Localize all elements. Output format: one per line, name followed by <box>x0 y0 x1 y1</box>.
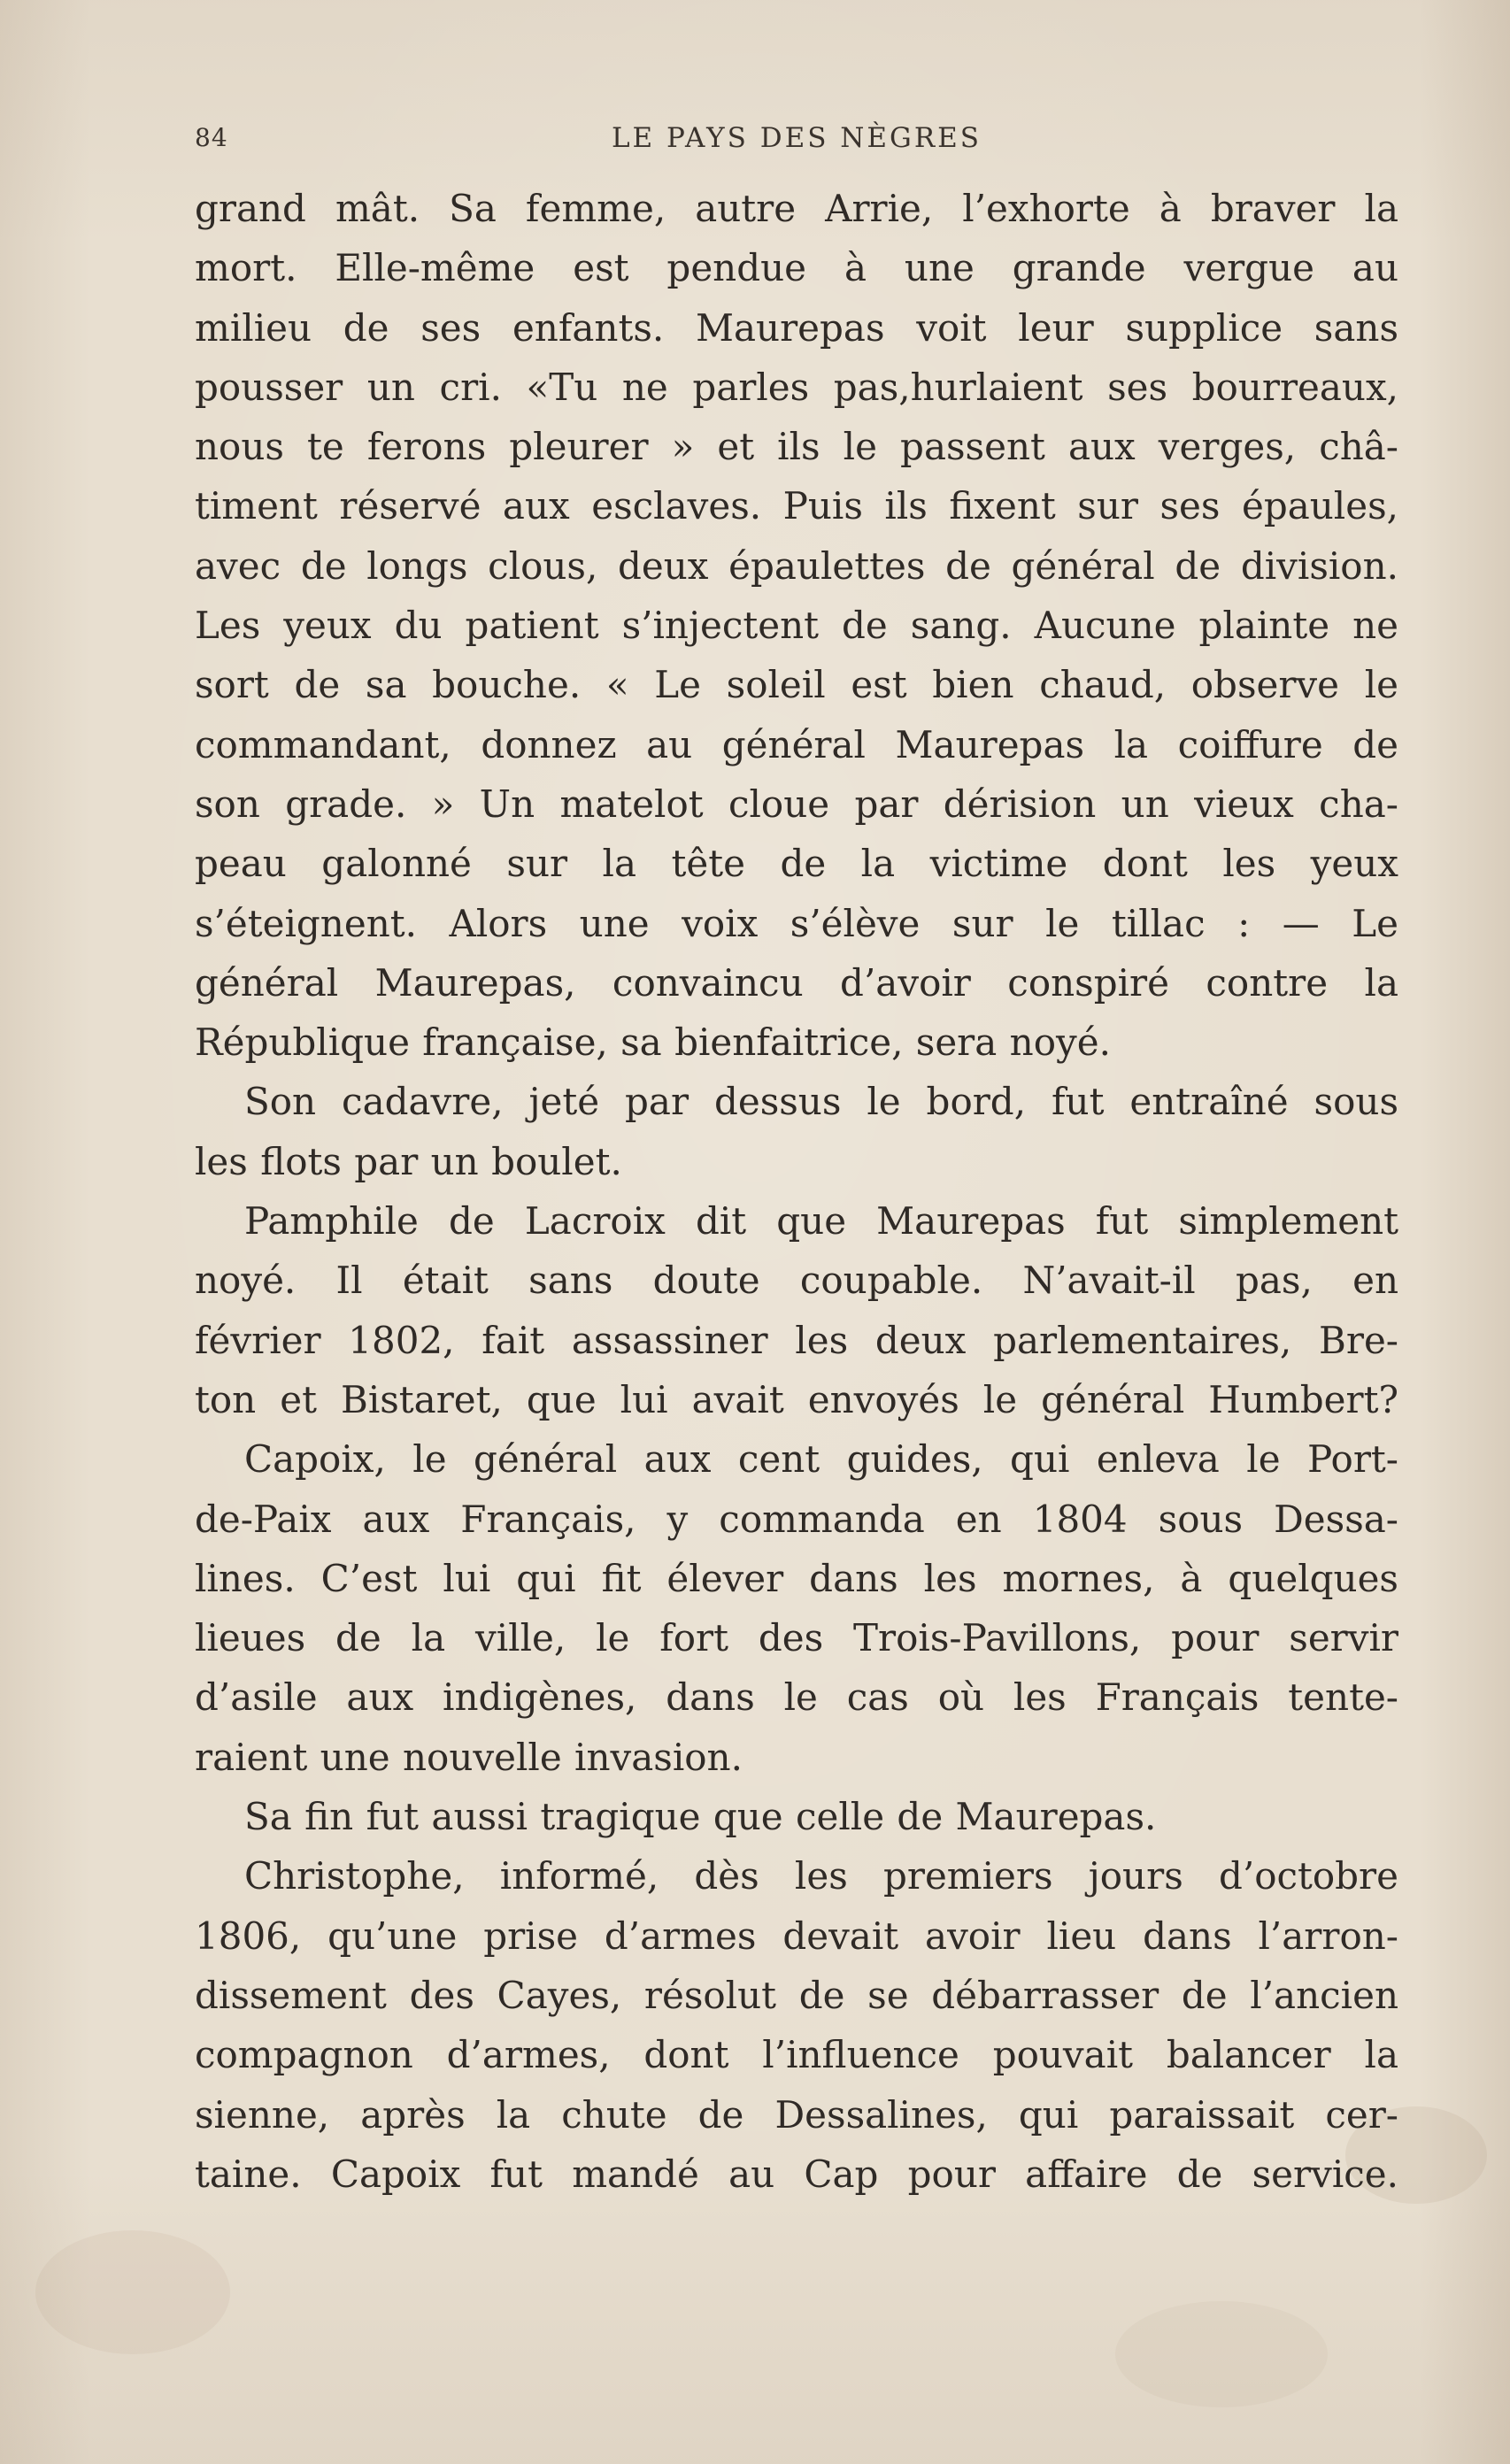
text-line: 1806, qu’une prise d’armes devait avoir lieu dans l’arron- <box>195 1913 1398 1958</box>
text-line: timent réservé aux esclaves. Puis ils fixent sur ses épaules, <box>195 484 1398 528</box>
text-line: Christophe, informé, dès les premiers jours d’octobre <box>244 1854 1398 1898</box>
text-line: Les yeux du patient s’injectent de sang. Aucune plainte ne <box>195 604 1398 648</box>
text-line: milieu de ses enfants. Maurepas voit leur supplice sans <box>195 305 1398 350</box>
text-line: Sa fin fut aussi tragique que celle de Maurepas. <box>244 1795 1157 1839</box>
text-line: compagnon d’armes, dont l’influence pouvait balancer la <box>195 2033 1398 2077</box>
text-line: d’asile aux indigènes, dans le cas où les Français tente- <box>195 1675 1398 1720</box>
text-line: lieues de la ville, le fort des Trois-Pavillons, pour servir <box>195 1616 1398 1660</box>
text-line: les flots par un boulet. <box>195 1139 622 1183</box>
text-line: mort. Elle-même est pendue à une grande vergue au <box>195 246 1398 290</box>
text-line: février 1802, fait assassiner les deux parlementaires, Bre- <box>195 1318 1398 1362</box>
text-line: raient une nouvelle invasion. <box>195 1735 743 1779</box>
text-line: lines. C’est lui qui fit élever dans les mornes, à quelques <box>195 1556 1398 1600</box>
text-line: taine. Capoix fut mandé au Cap pour affaire de service. <box>195 2152 1398 2196</box>
paper-stain <box>35 2230 230 2354</box>
text-line: général Maurepas, convaincu d’avoir conspiré contre la <box>195 960 1398 1005</box>
text-line: son grade. » Un matelot cloue par dérision un vieux cha- <box>195 782 1398 826</box>
text-line: grand mât. Sa femme, autre Arrie, l’exhorte à braver la <box>195 187 1398 230</box>
text-line: commandant, donnez au général Maurepas la coiffure de <box>195 722 1398 766</box>
text-line: avec de longs clous, deux épaulettes de général de division. <box>195 543 1398 588</box>
text-line: peau galonné sur la tête de la victime dont les yeux <box>195 842 1398 886</box>
text-line: sienne, après la chute de Dessalines, qui paraissait cer- <box>195 2092 1398 2137</box>
text-line: Pamphile de Lacroix dit que Maurepas fut simplement <box>244 1199 1398 1244</box>
text-line: nous te ferons pleurer » et ils le passent aux verges, châ- <box>195 425 1398 469</box>
body-text <box>195 179 1398 2204</box>
text-line: ton et Bistaret, que lui avait envoyés le général Humbert? <box>195 1377 1398 1421</box>
text-line: dissement des Cayes, résolut de se débarrasser de l’ancien <box>195 1973 1398 2017</box>
text-line: de-Paix aux Français, y commanda en 1804 sous Dessa- <box>195 1497 1398 1541</box>
text-line: pousser un cri. «Tu ne parles pas,hurlaient ses bourreaux, <box>195 365 1398 409</box>
page-header <box>195 117 1398 159</box>
text-line: République française, sa bienfaitrice, sera noyé. <box>195 1020 1111 1065</box>
text-line: Capoix, le général aux cent guides, qui enleva le Port- <box>244 1437 1398 1482</box>
page-number: 84 <box>195 123 228 152</box>
text-line: sort de sa bouche. « Le soleil est bien chaud, observe le <box>195 663 1398 707</box>
running-title: LE PAYS DES NÈGRES <box>611 122 982 154</box>
paper-stain <box>1115 2301 1328 2407</box>
text-line: Son cadavre, jeté par dessus le bord, fut entraîné sous <box>244 1080 1398 1124</box>
text-line: noyé. Il était sans doute coupable. N’avait-il pas, en <box>195 1259 1398 1303</box>
text-line: s’éteignent. Alors une voix s’élève sur le tillac : — Le <box>195 901 1398 945</box>
